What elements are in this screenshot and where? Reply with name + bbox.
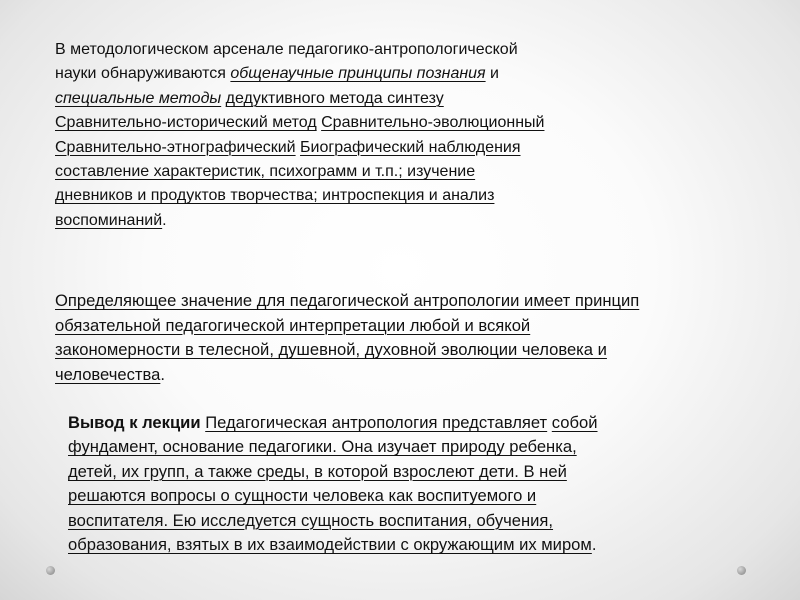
link-conclusion-line[interactable]: Педагогическая антропология представляет — [205, 413, 548, 432]
text-span: . — [591, 535, 597, 555]
text-line — [55, 363, 775, 388]
text-line — [68, 411, 768, 435]
link-special-methods[interactable]: специальные методы — [55, 89, 222, 107]
text-line — [55, 184, 735, 208]
link-conclusion-line[interactable]: фундамент, основание педагогики. Она изучает природу ребенка, — [68, 437, 577, 457]
paragraph-principle — [55, 289, 775, 387]
link-deductive-method[interactable]: дедуктивного метода синтезу — [225, 89, 444, 107]
link-principle-line[interactable]: человечества — [55, 364, 161, 384]
link-comparative-ethnographic[interactable]: Сравнительно-этнографический — [55, 138, 296, 156]
text-line — [68, 533, 768, 557]
text-line — [55, 136, 735, 160]
text-line — [55, 87, 735, 111]
text-span: науки обнаруживаются — [55, 65, 231, 83]
text-span: В методологическом арсенале педагогико-антропологической — [55, 41, 518, 58]
link-conclusion-line[interactable]: решаются вопросы о сущности человека как воспитуемого и — [68, 486, 537, 506]
link-characteristics[interactable]: составление характеристик, психограмм и т.п.; изучение — [55, 163, 476, 181]
link-comparative-historical[interactable]: Сравнительно-исторический метод — [55, 114, 317, 132]
link-principle-line[interactable]: обязательной педагогической интерпретации любой и всякой — [55, 315, 531, 335]
text-span: и — [485, 65, 499, 83]
text-line — [55, 209, 735, 233]
text-line — [55, 111, 735, 135]
text-line — [55, 62, 735, 86]
text-line — [55, 38, 735, 62]
link-conclusion-line[interactable]: собой — [551, 413, 598, 432]
conclusion-heading: Вывод к лекции — [68, 413, 201, 432]
link-conclusion-line[interactable]: воспитателя. Ею исследуется сущность воспитания, обучения, — [68, 510, 554, 530]
link-principle-line[interactable]: Определяющее значение для педагогической антропологии имеет принцип — [55, 291, 640, 310]
link-general-principles[interactable]: общенаучные принципы познания — [230, 65, 486, 83]
paragraph-methods — [55, 38, 735, 233]
text-line — [55, 160, 735, 184]
decorative-dot-icon — [46, 566, 55, 575]
link-diaries[interactable]: дневников и продуктов творчества; интроспекция и анализ — [55, 187, 495, 205]
link-conclusion-line[interactable]: образования, взятых в их взаимодействии с окружающим их миром — [68, 535, 592, 555]
text-span: . — [162, 211, 167, 229]
decorative-dot-icon — [737, 566, 746, 575]
paragraph-conclusion — [68, 411, 768, 557]
link-comparative-evolutionary[interactable]: Сравнительно-эволюционный — [321, 114, 545, 132]
link-conclusion-line[interactable]: детей, их групп, а также среды, в которой взрослеют дети. В ней — [68, 461, 567, 481]
text-span: . — [160, 364, 165, 384]
link-principle-line[interactable]: закономерности в телесной, душевной, духовной эволюции человека и — [55, 340, 607, 360]
link-biographical[interactable]: Биографический наблюдения — [300, 138, 521, 156]
link-memories[interactable]: воспоминаний — [55, 211, 163, 229]
